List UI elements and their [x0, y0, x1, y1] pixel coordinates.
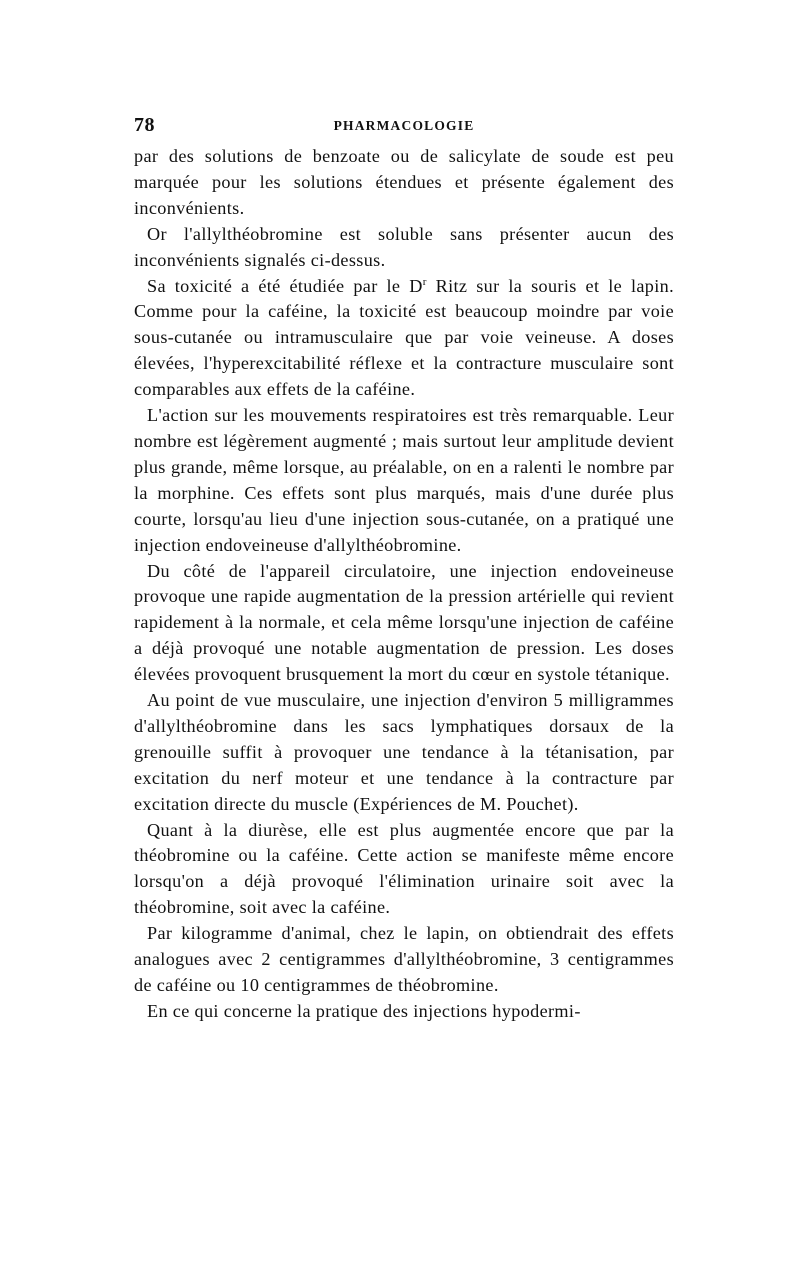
paragraph: Du côté de l'appareil circulatoire, une injection endoveineuse provoque une rapide augmentation de la pression artérielle qui revient rapidement à la normale, et cela même lorsqu'une injection de caféine a déjà provoqué une notable augmentation de pression. Les doses élevées provoquent brusquement la mort du cœur en systole tétanique.	[134, 560, 674, 685]
paragraph: L'action sur les mouvements respiratoires est très remarquable. Leur nombre est légèrement augmenté ; mais surtout leur amplitude devient plus grande, même lorsque, au préalable, on en a ralenti le nombre par la morphine. Ces effets sont plus marqués, mais d'une durée plus courte, lorsqu'au lieu d'une injection sous-cutanée, on a pratiqué une injection endoveineuse d'allylthéobromine.	[134, 405, 674, 555]
paragraph	[134, 274, 674, 404]
running-title: PHARMACOLOGIE	[333, 118, 475, 133]
page-header	[134, 114, 674, 142]
paragraph: En ce qui concerne la pratique des injections hypodermi-	[147, 1000, 581, 1021]
page-number: 78	[134, 114, 155, 136]
paragraph: Au point de vue musculaire, une injection d'environ 5 milligrammes d'allylthéobromine dans les sacs lymphatiques dorsaux de la grenouille suffit à provoquer une tendance à la tétanisation, par excitation du nerf moteur et une tendance à la contracture par excitation directe du muscle (Expériences de M. Pouchet).	[134, 690, 674, 814]
paragraph-text: Ritz sur la souris et le lapin. Comme pour la caféine, la toxicité est beaucoup moindre par voie sous-cutanée ou intramusculaire que par voie veineuse. A doses élevées, l'hyperexcitabilité réflexe et la contracture musculaire sont comparables aux effets de la caféine.	[134, 275, 674, 400]
paragraph: par des solutions de benzoate ou de salicylate de soude est peu marquée pour les solutions étendues et présente également des inconvénients.	[134, 146, 674, 218]
superscript: r	[422, 275, 427, 288]
paragraph-text: Sa toxicité a été étudiée par le D	[147, 275, 423, 296]
body-text	[134, 144, 674, 1025]
paragraph: Or l'allylthéobromine est soluble sans présenter aucun des inconvénients signalés ci-dessus.	[134, 223, 674, 270]
book-page	[134, 114, 674, 1025]
paragraph: Quant à la diurèse, elle est plus augmentée encore que par la théobromine ou la caféine. Cette action se manifeste même encore lorsqu'on a déjà provoqué l'élimination urinaire soit avec la théobromine, soit avec la caféine.	[134, 819, 674, 918]
paragraph: Par kilogramme d'animal, chez le lapin, on obtiendrait des effets analogues avec 2 centigrammes d'allylthéobromine, 3 centigrammes de caféine ou 10 centigrammes de théobromine.	[134, 923, 674, 995]
